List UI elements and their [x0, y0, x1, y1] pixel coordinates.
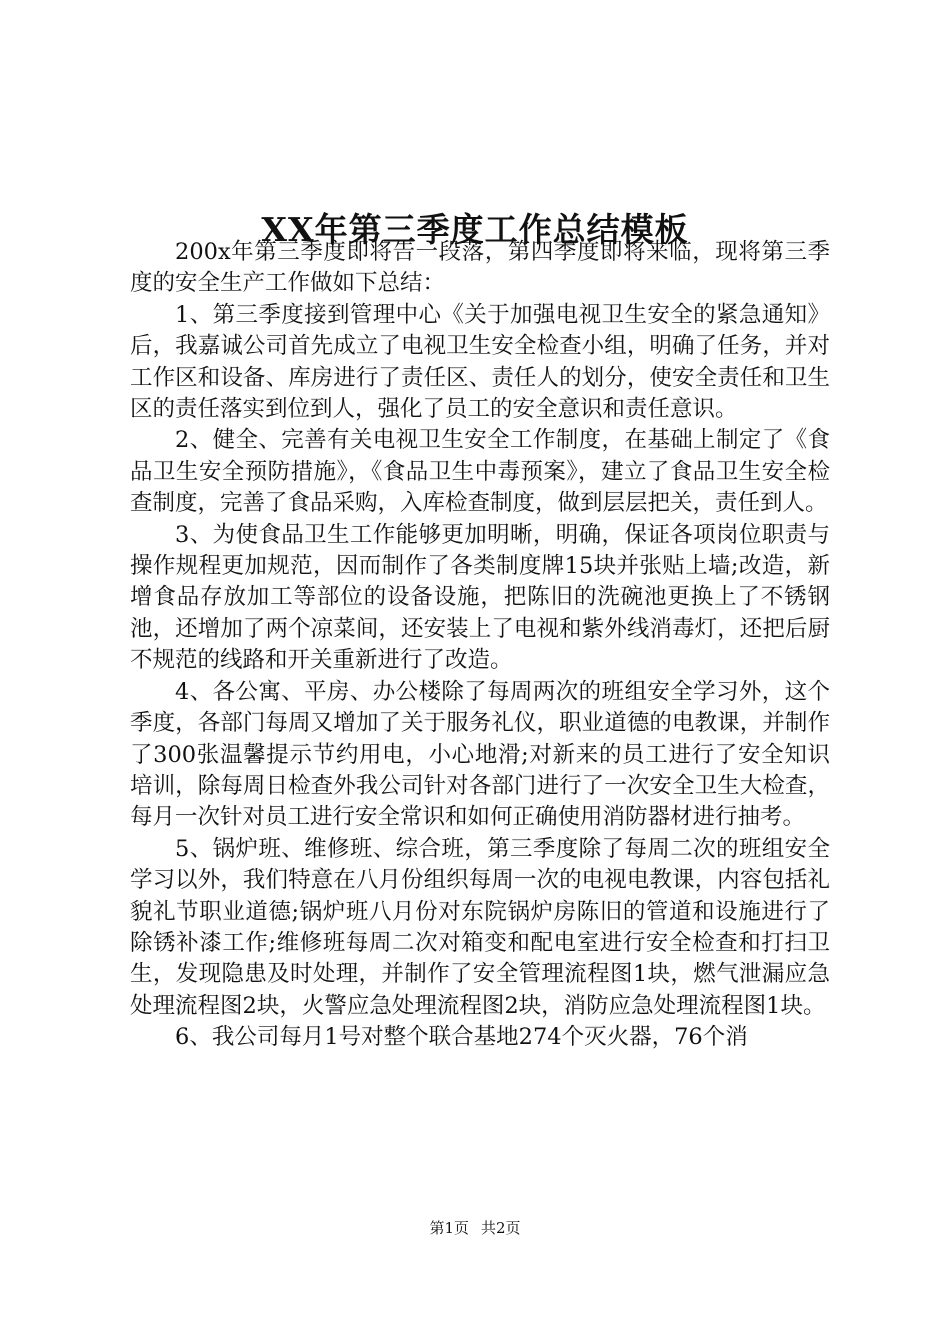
paragraph-item-3: 3、为使食品卫生工作能够更加明晰，明确，保证各项岗位职责与操作规程更加规范，因而制作了各类制度牌15块并张贴上墙;改造，新增食品存放加工等部位的设备设施，把陈旧的洗碗池更换上了不锈钢池，还增加了两个凉菜间，还安装上了电视和紫外线消毒灯，还把后厨不规范的线路和开关重新进行了改造。	[130, 521, 830, 674]
page-footer	[0, 1216, 950, 1240]
paragraph-item-6: 6、我公司每月1号对整个联合基地274个灭火器，76个消	[175, 1024, 748, 1051]
page-number-total: 共2页	[481, 1219, 521, 1237]
paragraph-item-2: 2、健全、完善有关电视卫生安全工作制度，在基础上制定了《食品卫生安全预防措施》，《食品卫生中毒预案》，建立了食品卫生安全检查制度，完善了食品采购，入库检查制度，做到层层把关，责任到人。	[130, 427, 830, 517]
paragraph-item-5: 5、锅炉班、维修班、综合班，第三季度除了每周二次的班组安全学习以外，我们特意在八月份组织每周一次的电视电教课，内容包括礼貌礼节职业道德;锅炉班八月份对东院锅炉房陈旧的管道和设施进行了除锈补漆工作;维修班每周二次对箱变和配电室进行安全检查和打扫卫生，发现隐患及时处理，并制作了安全管理流程图1块，燃气泄漏应急处理流程图2块，火警应急处理流程图2块，消防应急处理流程图1块。	[130, 835, 830, 1019]
paragraph-item-1: 1、第三季度接到管理中心《关于加强电视卫生安全的紧急通知》后，我嘉诚公司首先成立了电视卫生安全检查小组，明确了任务，并对工作区和设备、库房进行了责任区、责任人的划分，使安全责任和卫生区的责任落实到位到人，强化了员工的安全意识和责任意识。	[130, 301, 830, 423]
document-body	[130, 237, 830, 1054]
paragraph-intro: 200x年第三季度即将告一段落，第四季度即将来临，现将第三季度的安全生产工作做如下总结：	[130, 239, 830, 297]
document-title: XX年第三季度工作总结模板	[261, 210, 689, 250]
page-number-current: 第1页	[429, 1219, 469, 1237]
paragraph-item-4: 4、各公寓、平房、办公楼除了每周两次的班组安全学习外，这个季度，各部门每周又增加了关于服务礼仪，职业道德的电教课，并制作了300张温馨提示节约用电，小心地滑;对新来的员工进行了安全知识培训，除每周日检查外我公司针对各部门进行了一次安全卫生大检查，每月一次针对员工进行安全常识和如何正确使用消防器材进行抽考。	[130, 678, 830, 831]
